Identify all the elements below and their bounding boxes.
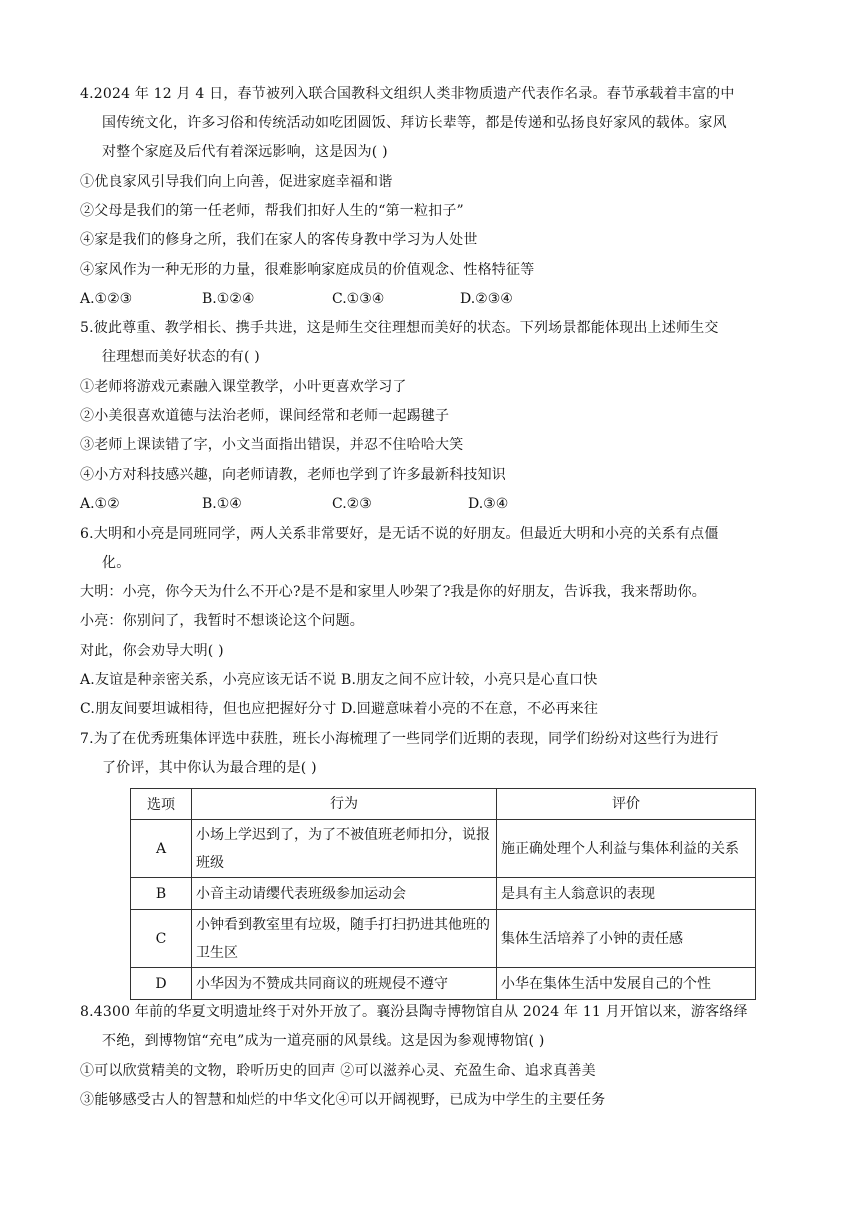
q8-statement-1-2: ①可以欣赏精美的文物，聆听历史的回声 ②可以滋养心灵、充盈生命、追求真善美 bbox=[80, 1063, 596, 1079]
row-option: D bbox=[131, 968, 192, 1000]
row-evaluation: 是具有主人翁意识的表现 bbox=[497, 878, 756, 910]
header-option: 选项 bbox=[131, 789, 192, 820]
row-evaluation: 集体生活培养了小钟的责任感 bbox=[497, 910, 756, 968]
row-behavior: 小钟看到教室里有垃圾，随手打扫扔进其他班的卫生区 bbox=[192, 910, 497, 968]
q5-stem-line-1: 5.彼此尊重、教学相长、携手共进，这是师生交往理想而美好的状态。下列场景都能体现出上述师生交 bbox=[80, 320, 719, 336]
q6-question: 对此，你会劝导大明( ) bbox=[80, 643, 224, 659]
table-header-row bbox=[131, 789, 756, 820]
q4-statement-2: ②父母是我们的第一任老师，帮我们扣好人生的“第一粒扣子” bbox=[80, 203, 464, 219]
row-option: A bbox=[131, 820, 192, 878]
table-row bbox=[131, 820, 756, 878]
row-option: B bbox=[131, 878, 192, 910]
q4-stem-line-3: 对整个家庭及后代有着深远影响，这是因为( ) bbox=[102, 144, 388, 160]
q5-statement-4: ④小方对科技感兴趣，向老师请教，老师也学到了许多最新科技知识 bbox=[80, 467, 506, 483]
row-behavior: 小华因为不赞成共同商议的班规侵不遵守 bbox=[192, 968, 497, 1000]
q4-statement-4: ④家风作为一种无形的力量，很难影响家庭成员的价值观念、性格特征等 bbox=[80, 262, 535, 278]
q5-statement-1: ①老师将游戏元素融入课堂教学，小叶更喜欢学习了 bbox=[80, 379, 407, 395]
q6-options-cd[interactable]: C.朋友间要坦诚相待，但也应把握好分寸 D.回避意味着小亮的不在意，不必再来往 bbox=[80, 701, 599, 717]
q5-option-b[interactable]: B.①④ bbox=[202, 496, 242, 512]
q6-dialogue-xiaoliang: 小亮：你别问了，我暂时不想谈论这个问题。 bbox=[80, 613, 364, 629]
q6-options-ab[interactable]: A.友谊是种亲密关系，小亮应该无话不说 B.朋友之间不应计较，小亮只是心直口快 bbox=[80, 672, 598, 688]
q4-stem-line-1: 4.2024 年 12 月 4 日，春节被列入联合国教科文组织人类非物质遗产代表作名录。春节承载着丰富的中 bbox=[80, 86, 735, 102]
row-behavior: 小场上学迟到了，为了不被值班老师扣分，说报班级 bbox=[192, 820, 497, 878]
q4-option-c[interactable]: C.①③④ bbox=[332, 291, 385, 307]
table-row bbox=[131, 910, 756, 968]
q7-stem-line-2: 了价评，其中你认为最合理的是( ) bbox=[102, 760, 317, 776]
header-evaluation: 评价 bbox=[497, 789, 756, 820]
q4-statement-1: ①优良家风引导我们向上向善，促进家庭幸福和谐 bbox=[80, 174, 393, 190]
row-option: C bbox=[131, 910, 192, 968]
q5-option-c[interactable]: C.②③ bbox=[332, 496, 372, 512]
q6-stem-line-1: 6.大明和小亮是同班同学，两人关系非常要好，是无话不说的好朋友。但最近大明和小亮的关系有点僵 bbox=[80, 526, 719, 542]
q7-table bbox=[130, 788, 756, 1000]
q8-stem-line-2: 不绝，到博物馆“充电”成为一道亮丽的风景线。这是因为参观博物馆( ) bbox=[102, 1033, 545, 1049]
row-evaluation: 小华在集体生活中发展自己的个性 bbox=[497, 968, 756, 1000]
q5-statement-2: ②小美很喜欢道德与法治老师，课间经常和老师一起踢毽子 bbox=[80, 408, 450, 424]
q7-stem-line-1: 7.为了在优秀班集体评选中获胜，班长小海梳理了一些同学们近期的表现，同学们纷纷对这些行为进行 bbox=[80, 731, 719, 747]
table-row bbox=[131, 878, 756, 910]
q8-stem-line-1: 8.4300 年前的华夏文明遗址终于对外开放了。襄汾县陶寺博物馆自从 2024 年 11 月开馆以来，游客络绎 bbox=[80, 1004, 748, 1020]
row-evaluation: 施正确处理个人利益与集体利益的关系 bbox=[497, 820, 756, 878]
q5-stem-line-2: 往理想而美好状态的有( ) bbox=[102, 349, 260, 365]
q4-option-b[interactable]: B.①②④ bbox=[202, 291, 255, 307]
q4-statement-3: ④家是我们的修身之所，我们在家人的客传身教中学习为人处世 bbox=[80, 232, 478, 248]
q4-option-a[interactable]: A.①②③ bbox=[80, 291, 133, 307]
row-behavior: 小音主动请缨代表班级参加运动会 bbox=[192, 878, 497, 910]
q5-option-d[interactable]: D.③④ bbox=[468, 496, 509, 512]
q4-stem-line-2: 国传统文化，许多习俗和传统活动如吃团圆饭、拜访长辈等，都是传递和弘扬良好家风的载体。家风 bbox=[102, 115, 727, 131]
q8-statement-3-4: ③能够感受古人的智慧和灿烂的中华文化④可以开阔视野，已成为中学生的主要任务 bbox=[80, 1092, 606, 1108]
q4-option-d[interactable]: D.②③④ bbox=[460, 291, 513, 307]
q6-stem-line-2: 化。 bbox=[102, 555, 131, 571]
q5-option-a[interactable]: A.①② bbox=[80, 496, 120, 512]
header-behavior: 行为 bbox=[192, 789, 497, 820]
q5-statement-3: ③老师上课读错了字，小文当面指出错误，并忍不住哈哈大笑 bbox=[80, 437, 464, 453]
q6-dialogue-daming: 大明：小亮，你今天为什么不开心?是不是和家里人吵架了?我是你的好朋友，告诉我，我来帮助你。 bbox=[80, 584, 707, 600]
table-row bbox=[131, 968, 756, 1000]
